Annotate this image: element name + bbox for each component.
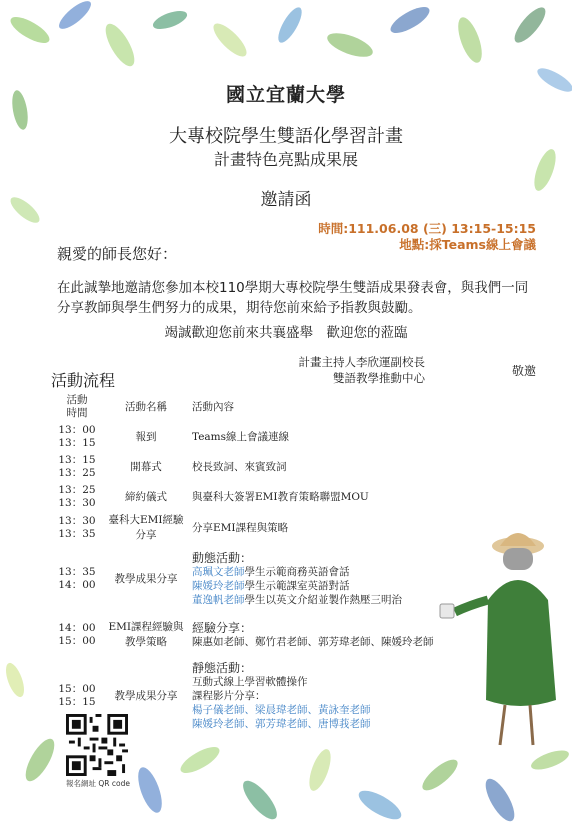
row-name: 報到	[135, 430, 157, 443]
row-content	[186, 614, 478, 656]
teacher-name: 董逸帆老師	[192, 594, 245, 606]
row-start: 13：25	[58, 484, 96, 496]
table-row	[48, 482, 478, 512]
qr-code[interactable]	[66, 714, 128, 776]
activity-desc: 學生以英文介紹並製作熱壓三明治	[244, 594, 402, 606]
activity-heading: 動態活動：	[192, 551, 253, 565]
qr-label: 報名網址 QR code	[66, 779, 130, 788]
row-end: 15：15	[58, 696, 96, 708]
row-content: 與臺科大簽署EMI教育策略聯盟MOU	[192, 491, 369, 503]
row-name: 教學成果分享	[114, 689, 178, 702]
program-title: 大專校院學生雙語化學習計畫	[169, 126, 403, 147]
row-start: 13：00	[58, 424, 96, 436]
table-row	[48, 614, 478, 656]
row-content: Teams線上會議連線	[192, 431, 290, 443]
host-line-2: 雙語教學推動中心	[333, 371, 425, 385]
teacher-name: 高珮文老師	[192, 566, 245, 578]
row-content: 校長致詞、來賓致詞	[192, 461, 287, 473]
row-content	[186, 656, 478, 736]
activity-line: 陳惠如老師、鄭竹君老師、郭芳瑋老師、陳媛玲老師	[192, 636, 434, 648]
activity-heading: 經驗分享：	[192, 621, 253, 635]
row-end: 13：35	[58, 528, 96, 540]
table-row	[48, 422, 478, 452]
greeting: 親愛的師長您好：	[57, 245, 178, 263]
header-time-line-2: 時間	[66, 407, 88, 419]
teacher-name: 陳媛玲老師	[192, 580, 245, 592]
host-line-1: 計畫主持人李欣運副校長	[298, 355, 425, 369]
table-row	[48, 512, 478, 544]
activity-desc: 學生示範商務英語會話	[244, 566, 350, 578]
activity-heading: 靜態活動：	[192, 661, 253, 675]
row-name: EMI課程經驗與教學策略	[108, 621, 184, 648]
invitation-body: 在此誠摯地邀請您參加本校110學期大專校院學生雙語成果發表會，與我們一同分享教師與學生們努力的成果，期待您前來給予指教與鼓勵。	[57, 280, 529, 316]
row-name: 開幕式	[130, 460, 162, 473]
host-info	[299, 354, 426, 386]
row-start: 13：30	[58, 515, 96, 527]
table-row	[48, 544, 478, 614]
event-time: 時間:111.06.08 (三) 13:15-15:15	[318, 221, 536, 236]
row-start: 13：35	[58, 566, 96, 578]
program-subtitle: 計畫特色亮點成果展	[213, 150, 358, 169]
activity-desc: 學生示範課室英語對話	[244, 580, 350, 592]
event-location: 地點:採Teams線上會議	[399, 237, 536, 252]
header-time	[48, 392, 106, 422]
header-name: 活動名稱	[125, 400, 167, 413]
row-name: 臺科大EMI經驗分享	[108, 514, 184, 541]
university-name: 國立宜蘭大學	[225, 84, 346, 106]
row-name: 締約儀式	[125, 490, 167, 503]
schedule-table	[48, 392, 478, 736]
header-time-line-1: 活動	[66, 394, 88, 406]
schedule-title: 活動流程	[51, 371, 116, 390]
table-header-row	[48, 392, 478, 422]
row-start: 14：00	[58, 622, 96, 634]
row-end: 13：25	[58, 467, 96, 479]
teacher-list: 陳媛玲老師、郭芳瑋老師、唐博莪老師	[192, 718, 371, 730]
activity-line: 互動式線上學習軟體操作	[192, 676, 308, 688]
row-start: 13：15	[58, 454, 96, 466]
row-content	[186, 544, 478, 614]
row-end: 13：30	[58, 497, 96, 509]
row-start: 15：00	[58, 683, 96, 695]
teacher-list: 楊子儀老師、梁晨瑋老師、黃詠奎老師	[192, 704, 371, 716]
welcome-line: 竭誠歡迎您前來共襄盛舉 歡迎您的蒞臨	[164, 325, 408, 341]
row-end: 13：15	[58, 437, 96, 449]
row-end: 14：00	[58, 579, 96, 591]
row-content: 分享EMI課程與策略	[192, 522, 289, 534]
activity-item	[192, 593, 478, 607]
header-content: 活動內容	[192, 401, 234, 413]
invitation-label: 邀請函	[260, 190, 312, 210]
row-end: 15：00	[58, 635, 96, 647]
regards: 敬邀	[511, 364, 536, 378]
table-row	[48, 452, 478, 482]
activity-item	[192, 565, 478, 579]
activity-item	[192, 579, 478, 593]
row-name: 教學成果分享	[114, 572, 178, 585]
activity-line: 課程影片分享：	[192, 690, 266, 702]
